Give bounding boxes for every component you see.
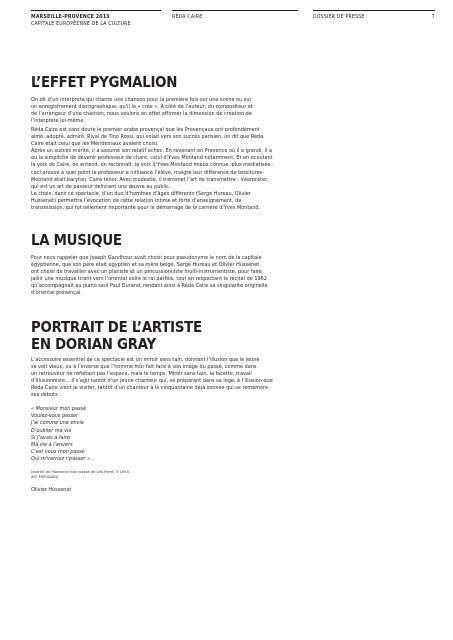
text-line: Si j’avais à faire (31, 434, 70, 441)
text-line: Après un succès mérité, il a assumé son relatif échec. En revenant en Provence où il a grandi, il a (31, 148, 272, 155)
section1-paragraph1 (31, 97, 273, 125)
header-festival (31, 10, 161, 27)
section3-paragraph (31, 357, 273, 400)
text-line: Pour nous rappeler que Joseph Gandhour avait choisi pour pseudonyme le nom de la capitale (31, 255, 262, 261)
text-line: d’oriental provençal. (31, 290, 82, 297)
text-line: C’est vous mon passé (31, 449, 85, 456)
text-line: Hussenet) permettra l’évocation de cette relation intime et forte d’enseignement, de (31, 197, 242, 204)
text-line: transmission, qui fut tellement importante pour le démarrage de la carrière d’Yves Montand. (31, 205, 261, 212)
section-effet-pygmalion (31, 74, 273, 91)
section1-paragraph2 (31, 127, 273, 212)
paragraph (31, 357, 273, 400)
text-line: égyptienne, que son père était égyptien et sa mère belge, Serge Hureau et Olivier Hussenet (31, 262, 260, 269)
text-line: eu la simplicité de devenir professeur de chant, celui d’Yves Montand notamment. Et en écoutant (31, 155, 273, 162)
header-festival-name: MARSEILLE-PROVENCE 2013 (31, 14, 110, 20)
text-line: un retrouveur ne reflétant pas l’espace, mais le temps. Miroir sans tain, la facette, travail (31, 371, 252, 378)
text-line: jaillir une musique tirant vers l’oriental voire le raï parfois, tout en respectant le récital de 1962 (31, 276, 267, 283)
text-line: J’ai comme une envie (31, 420, 84, 427)
paragraph (31, 127, 273, 212)
section-la-musique (31, 232, 273, 249)
song-credit (31, 470, 273, 480)
text-line: qu’accompagnait au piano seul Paul Durand, rendant ainsi à Réda Caire sa singularité originelle (31, 283, 268, 290)
text-line: un enregistrement discographique, qu’il la « crée ». À côté de l’auteur, du compositeur et (31, 104, 253, 111)
section-title: L’EFFET PYGMALION (31, 73, 178, 91)
text-line: la voix de Caire, on entend, on reconnaît, la voix d’Yves Montand mieux connue, plus médiatisée : (31, 162, 274, 169)
text-line: aimé, adopté, admiré. Rival de Tino Rossi, qui volait vers son succès parisien, on dit que Réda (31, 134, 264, 141)
text-line: Le choix, dans ce spectacle, d’un duo d’hommes d’âges différents (Serge Hureau, Olivier (31, 190, 251, 197)
section-title-line1: PORTRAIT DE L’ARTISTE (31, 318, 202, 336)
section-title: LA MUSIQUE (31, 231, 122, 249)
text-line: « Monsieur mon passé (31, 406, 87, 412)
text-line: D’oublier ma vie (31, 427, 72, 434)
section2-paragraph (31, 255, 273, 298)
header-artist-name: RÉDA CAIRE (172, 14, 203, 20)
text-line: de l’arrangeur d’une chanson, nous voulons en effet affirmer la dimension de création de (31, 111, 252, 118)
header-document-type (313, 10, 435, 21)
text-line: (extrait de Monsieur mon passé de Léo Ferré, ©1955, (31, 470, 131, 474)
song-quote (31, 406, 273, 464)
paragraph (31, 255, 273, 298)
header-artist (172, 10, 298, 21)
text-line: ont choisi de travailler avec un pianiste et un percussionniste multi-instrumentiste, pour faire (31, 269, 262, 276)
page-header (31, 10, 435, 34)
text-line: Réda Caire est sans doute le premier arabe provençal que les Provençaux ont profondément (31, 127, 260, 133)
author-signature (31, 487, 273, 494)
page-number: 7 (431, 14, 435, 20)
text-line: éd° MERIDIAN) (31, 475, 59, 479)
text-line: qui est un art de passeur délivrant une œuvre au public. (31, 183, 171, 190)
signature: Olivier Hussenet (31, 487, 72, 493)
text-line: l’interprète lui-même. (31, 118, 85, 125)
section-portrait (31, 319, 273, 353)
header-festival-subtitle: CAPITALE EUROPÉENNE DE LA CULTURE (31, 20, 131, 27)
text-line: se voit vieux, ou à l’inverse que l’homme mûr fait face à son image du passé, comme dans (31, 364, 257, 371)
text-line: Caire était celui que les Méridionaux avaient choisi. (31, 141, 159, 148)
paragraph (31, 97, 273, 125)
text-line: ceci prouve à quel point le professeur a influencé l’élève, malgré leur différence de tessitures- (31, 169, 264, 176)
text-line: Montand était baryton, Caire ténor. Avec modestie, il transmet l’art de transmettre : interpréter, (31, 176, 269, 183)
text-line: Voulez-vous passer (31, 413, 79, 420)
text-line: On dit d’un interprète qui chante une chanson pour la première fois sur une scène ou sur (31, 97, 252, 103)
text-line: d’illusionniste... Il s’agit tantôt d’un jeune chanteur qui, se préparant dans sa loge, à l’illusion que (31, 378, 273, 385)
header-document-label: DOSSIER DE PRESSE (313, 14, 365, 20)
text-line: L’accessoire essentiel de ce spectacle est un miroir sans tain, donnant l’illusion que le jeune (31, 357, 260, 363)
text-line: Réda Caire vient le visiter, tantôt d’un chanteur à la cinquantaine déjà sonnée qui se remémore (31, 385, 268, 392)
credit (31, 470, 273, 480)
section-title-line2: EN DORIAN GRAY (31, 335, 156, 353)
quote (31, 406, 273, 464)
text-line: Ma vie à l’envers (31, 442, 73, 449)
text-line: ses débuts : (31, 392, 61, 399)
text-line: Qui m’verriez r’passer »... (31, 456, 95, 463)
